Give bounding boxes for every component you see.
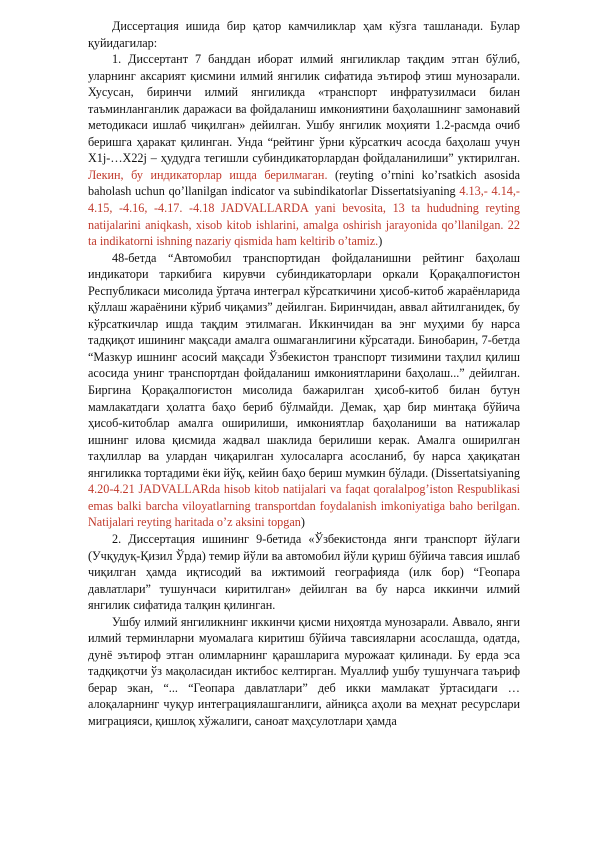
text-run: ): [378, 234, 383, 249]
text-run: Ушбу илмий янгиликнинг иккинчи қисми ниҳоятда мунозарали. Аввало, янги илмий терминларни муомалага киритиш бўйича тавсияларни асослашда, одатда, дунё эътироф этган олимларнинг қарашларига мурожаат қилинади. Бу ерда эса тадқиқотчи ўз мақоласидан иктибос келтирган. Муаллиф ушбу тушунчага таъриф берар экан, “... “Геопара давлатлари” деб икки мамлакат ўртасидаги … алоқаларнинг чуқур интеграциялашганлиги, айниқса аҳоли ва меҳнат ресурслари миграцияси, қишлоқ хўжалиги, саноат маҳсулотлари ҳамда: [88, 614, 520, 728]
red-annotation: Лекин, бу индикаторлар ишда берилмаган.: [88, 167, 328, 182]
text-run: ): [300, 515, 305, 530]
red-annotation: 4.20-4.21 JADVALLARda hisob kitob natijalari va faqat qoralalpog’iston Respublikasi emas balki barcha viloyatlarning transportdan foydalanish imkoniyatiga baho berilgan. Natijalari reyting haritada o’z aksini topgan: [88, 482, 520, 530]
document-page: [88, 18, 520, 730]
text-run: (reyting o’rnini ko’rsatkich asosida baholash uchun qo’llanilgan indicator va subindikatorlar Dissertatsiyaning: [88, 167, 520, 199]
red-annotation: 4.13,- 4.14,- 4.15, -4.16, -4.17. -4.18 JADVALLARDA yani bevosita, 13 ta hududning reyting natijalarini aniqkash, xisob kitob ishlarini, amalga oshirish jarayonida qo’llanilgan. 22 ta indikatorni ishning nazariy qismida ham keltirib o’tamiz.: [88, 184, 520, 249]
text-run: Диссертация ишида бир қатор камчиликлар ҳам кўзга ташланади. Булар қуйидагилар:: [88, 19, 520, 50]
paragraph-point-1: [88, 51, 520, 250]
text-run: 1. Диссертант 7 банддан иборат илмий янгиликлар тақдим этган бўлиб, уларнинг аксарият қисмини илмий янгилик сифатида эътироф этиш мунозарали. Хусусан, биринчи илмий янгиликда «транспорт инфратузилмаси билан таъминланганлик даражаси ва фойдаланиш имкониятини баҳолашнинг замонавий методикаси ишлаб чиқилган» дейилган. Ушбу янгилик моҳияти 1.2-расмда очиб беришга ҳаракат қилинган. Унда “рейтинг ўрни кўрсаткич асосда баҳолаш учун X1j-…X22j – ҳудудга тегишли субиндикаторлардан фойдаланилиши” уктирилган.: [88, 52, 520, 166]
paragraph-page-48: [88, 250, 520, 531]
paragraph-point-2: [88, 531, 520, 614]
text-run: 2. Диссертация ишининг 9-бетида «Ўзбекистонда янги транспорт йўлаги (Учқудуқ-Қизил Ўрда) темир йўли ва автомобил йўли қуриш бўйича тавсия ишлаб чиқилган ҳамда иқтисодий ва ижтимоий географияда (илк бор) “Геопара давлатлари” тушунчаси киритилган» дейилган ва бу нарса иккинчи илмий янгилик сифатида талқин қилинган.: [88, 531, 520, 613]
paragraph-intro: [88, 18, 520, 51]
paragraph-geopara: [88, 614, 520, 730]
text-run: 48-бетда “Автомобил транспортидан фойдаланишни рейтинг баҳолаш индикатори таркибига кирувчи субиндикаторлари оркали Қорақалпоғистон Республикаси мисолида ўртача интеграл кўрсаткичини ҳисоб-китоб жараёнларида қўллаш жараёнини кўриб чиқамиз” дейилган. Биринчидан, аввал айтилганидек, бу кўрсаткичлар ишда тақдим этилмаган. Иккинчидан ва энг муҳими бу нарса тадқиқот ишининг мақсади амалга ошмаганлигини кўрсатади. Бинобарин, 7-бетда “Мазкур ишнинг асосий мақсади Ўзбекистон транспорт тизимини таҳлил қилиш асосида унинг транспортдан фойдаланиш имкониятларини баҳолаш...” дейилган. Биргина Қорақалпоғистон мисолида бажарилган ҳисоб-китоб билан бутун мамлакатдаги ҳолатга баҳо бериб бўлмайди. Демак, ҳар бир минтақа бўйича ҳисоб-китоблар амалга оширилиши, имкониятлар баҳоланиши ва натижалар ишнинг илова қисмида жадвал шаклида берилиши керак. Амалга оширилган таҳлиллар ва улардан чиқарилган хулосаларга асосланиб, бу нарса ҳақиқатан янгиликка тортадими ёки йўқ, кейин баҳо бериш мумкин бўлади. (Dissertatsiyaning: [88, 250, 520, 480]
